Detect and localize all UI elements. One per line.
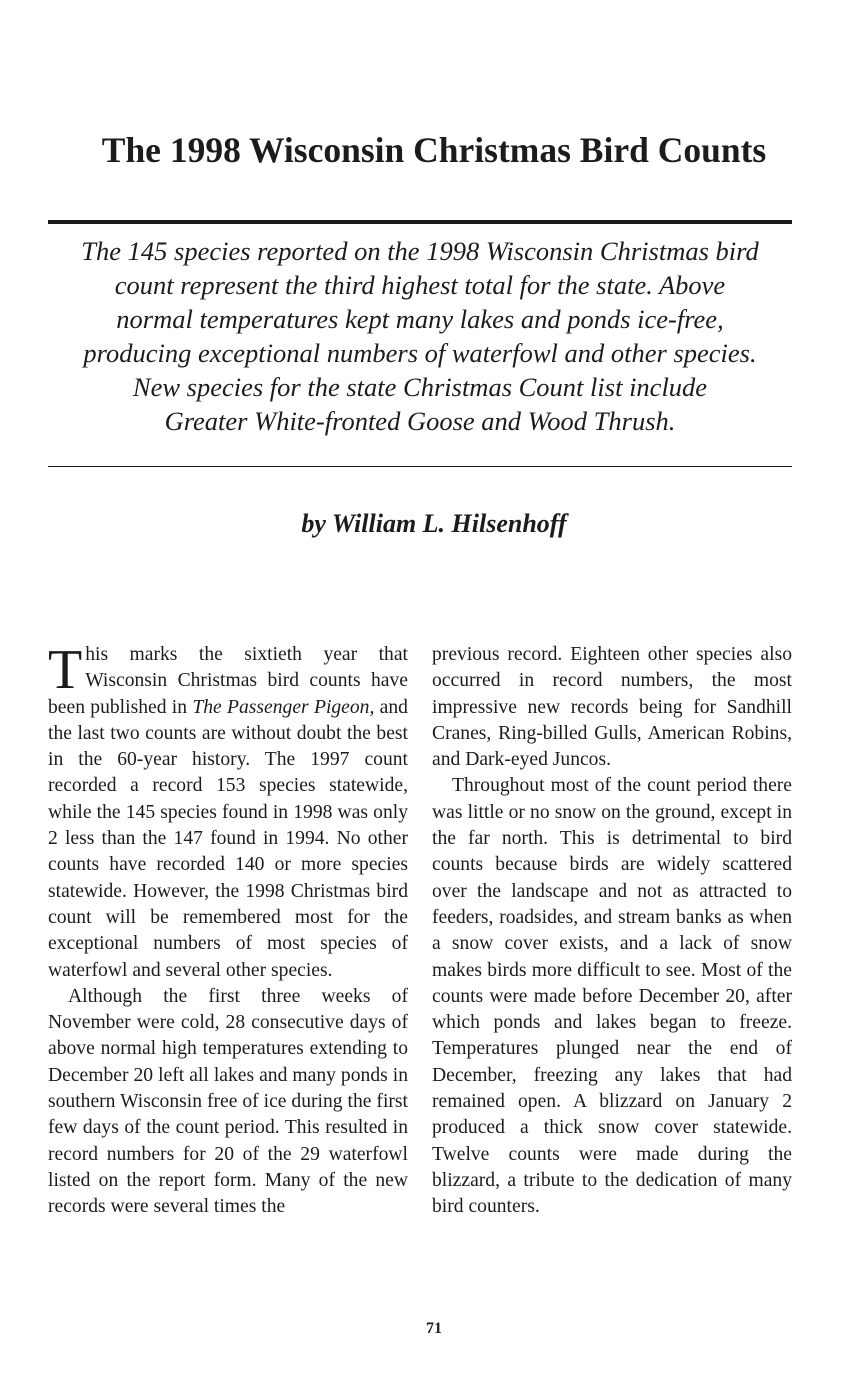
abstract-line: producing exceptional numbers of waterfowl and other species. [83,338,757,368]
drop-cap: T [48,639,83,701]
body-column-left [48,639,408,1221]
abstract-line: The 145 species reported on the 1998 Wisconsin Christmas bird [81,236,759,266]
paragraph-text: and the last two counts are without doubt the best in the 60-year history. The 1997 count recorded a record 153 species statewide, while the 145 species found in 1998 was only 2 less than the 147 found in 1994. No other counts have recorded 140 or more species statewide. However, the 1998 Christmas bird count will be remembered most for the exceptional numbers of most species of waterfowl and several other species. [48,696,408,981]
body-paragraph [48,639,408,984]
body-paragraph: Throughout most of the count period there was little or no snow on the ground, except in the far north. This is detrimental to bird counts because birds are widely scattered over the landscape and not as attracted to feeders, roadsides, and stream banks as when a snow cover exists, and a lack of snow makes birds more difficult to see. Most of the counts were made before December 20, after which ponds and lakes began to freeze. Temperatures plunged near the end of December, freezing any lakes that had remained open. A blizzard on January 2 produced a thick snow cover statewide. Twelve counts were made during the blizzard, a tribute to the dedication of many bird counters. [432,775,792,1218]
body-column-right [432,642,792,1221]
abstract-rule [48,466,792,467]
abstract [40,234,800,438]
paragraph-text: his marks the sixtieth year that Wisconsin Christmas bird counts have been published in [48,644,408,718]
journal-title: The Passenger Pigeon, [192,696,375,718]
abstract-line: New species for the state Christmas Count list include [132,372,708,402]
author-byline: by William L. Hilsenhoff [301,509,567,538]
abstract-line: Greater White-fronted Goose and Wood Thrush. [164,406,676,436]
title-rule [48,220,792,224]
abstract-line: normal temperatures kept many lakes and ponds ice-free, [116,304,724,334]
article-title: The 1998 Wisconsin Christmas Bird Counts [101,130,767,170]
body-paragraph-continued: previous record. Eighteen other species also occurred in record numbers, the most impressive new records being for Sandhill Cranes, Ring-billed Gulls, American Robins, and Dark-eyed Juncos. [432,644,792,771]
abstract-line: count represent the third highest total for the state. Above [114,270,726,300]
body-paragraph: Although the first three weeks of November were cold, 28 consecutive days of above normal high temperatures extending to December 20 left all lakes and many ponds in southern Wisconsin free of ice during the first few days of the count period. This resulted in record numbers for 20 of the 29 waterfowl listed on the report form. Many of the new records were several times the [48,985,408,1218]
page-number: 71 [426,1320,442,1337]
